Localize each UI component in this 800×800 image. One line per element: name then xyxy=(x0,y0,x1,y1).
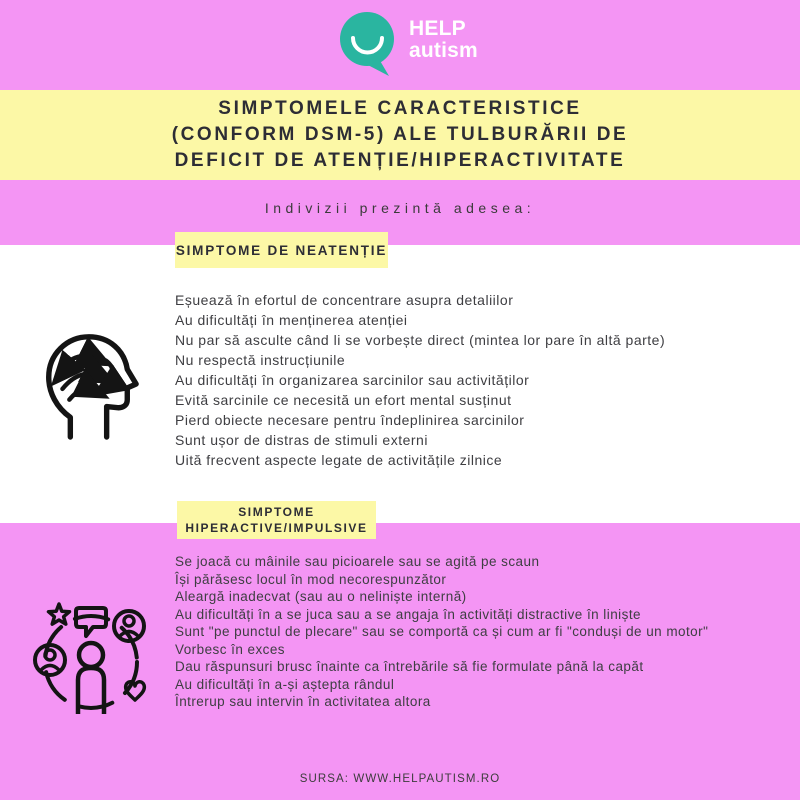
list-item: Uită frecvent aspecte legate de activitățile zilnice xyxy=(175,452,503,468)
list-item: Pierd obiecte necesare pentru îndeplinirea sarcinilor xyxy=(175,412,525,428)
logo-word-help: HELP xyxy=(409,17,466,40)
page-title-line-1: SIMPTOMELE CARACTERISTICE xyxy=(218,98,582,119)
list-item: Își părăsesc locul în mod necorespunzător xyxy=(175,571,447,587)
list-item: Nu respectă instrucțiunile xyxy=(175,352,346,368)
list-item: Vorbesc în exces xyxy=(175,641,286,657)
help-autism-logo xyxy=(338,8,478,80)
hyperactive-label xyxy=(177,501,376,539)
person-social-activity-icon xyxy=(31,598,151,725)
inattention-label xyxy=(175,232,388,268)
list-item: Întrerup sau intervin în activitatea altora xyxy=(175,694,431,709)
page-title-line-3: DEFICIT DE ATENȚIE/HIPERACTIVITATE xyxy=(174,150,626,171)
logo-wordmark xyxy=(409,18,478,62)
intro-band xyxy=(0,180,800,245)
title-band xyxy=(0,90,800,180)
hyperactive-label-line-2: HIPERACTIVE/IMPULSIVE xyxy=(185,521,368,535)
list-item: Au dificultăți în organizarea sarcinilor sau activităților xyxy=(175,372,530,388)
inattention-symptom-list xyxy=(175,290,747,470)
smiling-speech-bubble-icon xyxy=(338,8,402,80)
scattered-thoughts-head-icon xyxy=(34,324,142,447)
source-text: SURSA: WWW.HELPAUTISM.RO xyxy=(299,773,501,785)
list-item: Dau răspunsuri brusc înainte ca întrebările să fie formulate până la capăt xyxy=(175,659,644,674)
list-item: Evită sarcinile ce necesită un efort mental susținut xyxy=(175,392,512,408)
hyperactive-label-line-1: SIMPTOME xyxy=(238,505,315,519)
hyperactive-symptom-list xyxy=(175,553,715,711)
list-item: Au dificultăți în menținerea atenției xyxy=(175,312,408,328)
list-item: Se joacă cu mâinile sau picioarele sau se agită pe scaun xyxy=(175,554,540,569)
page-title-line-2: (CONFORM DSM-5) ALE TULBURĂRII DE xyxy=(171,124,629,145)
list-item: Sunt ușor de distras de stimuli externi xyxy=(175,432,428,448)
inattention-label-text: SIMPTOME DE NEATENȚIE xyxy=(175,242,388,258)
list-item: Au dificultăți în a se juca sau a se angaja în activități distractive în liniște xyxy=(175,606,641,622)
list-item: Eșuează în efortul de concentrare asupra detaliilor xyxy=(175,292,514,308)
list-item: Sunt "pe punctul de plecare" sau se comportă ca și cum ar fi "conduși de un motor" xyxy=(175,624,709,639)
intro-text: Indivizii prezintă adesea: xyxy=(264,200,536,216)
list-item: Aleargă inadecvat (sau au o neliniște internă) xyxy=(175,589,467,604)
logo-word-autism: autism xyxy=(409,39,478,62)
list-item: Nu par să asculte când li se vorbește direct (mintea lor pare în altă parte) xyxy=(175,332,666,348)
header-band xyxy=(0,0,800,90)
list-item: Au dificultăți în a-și aștepta rândul xyxy=(175,676,395,692)
